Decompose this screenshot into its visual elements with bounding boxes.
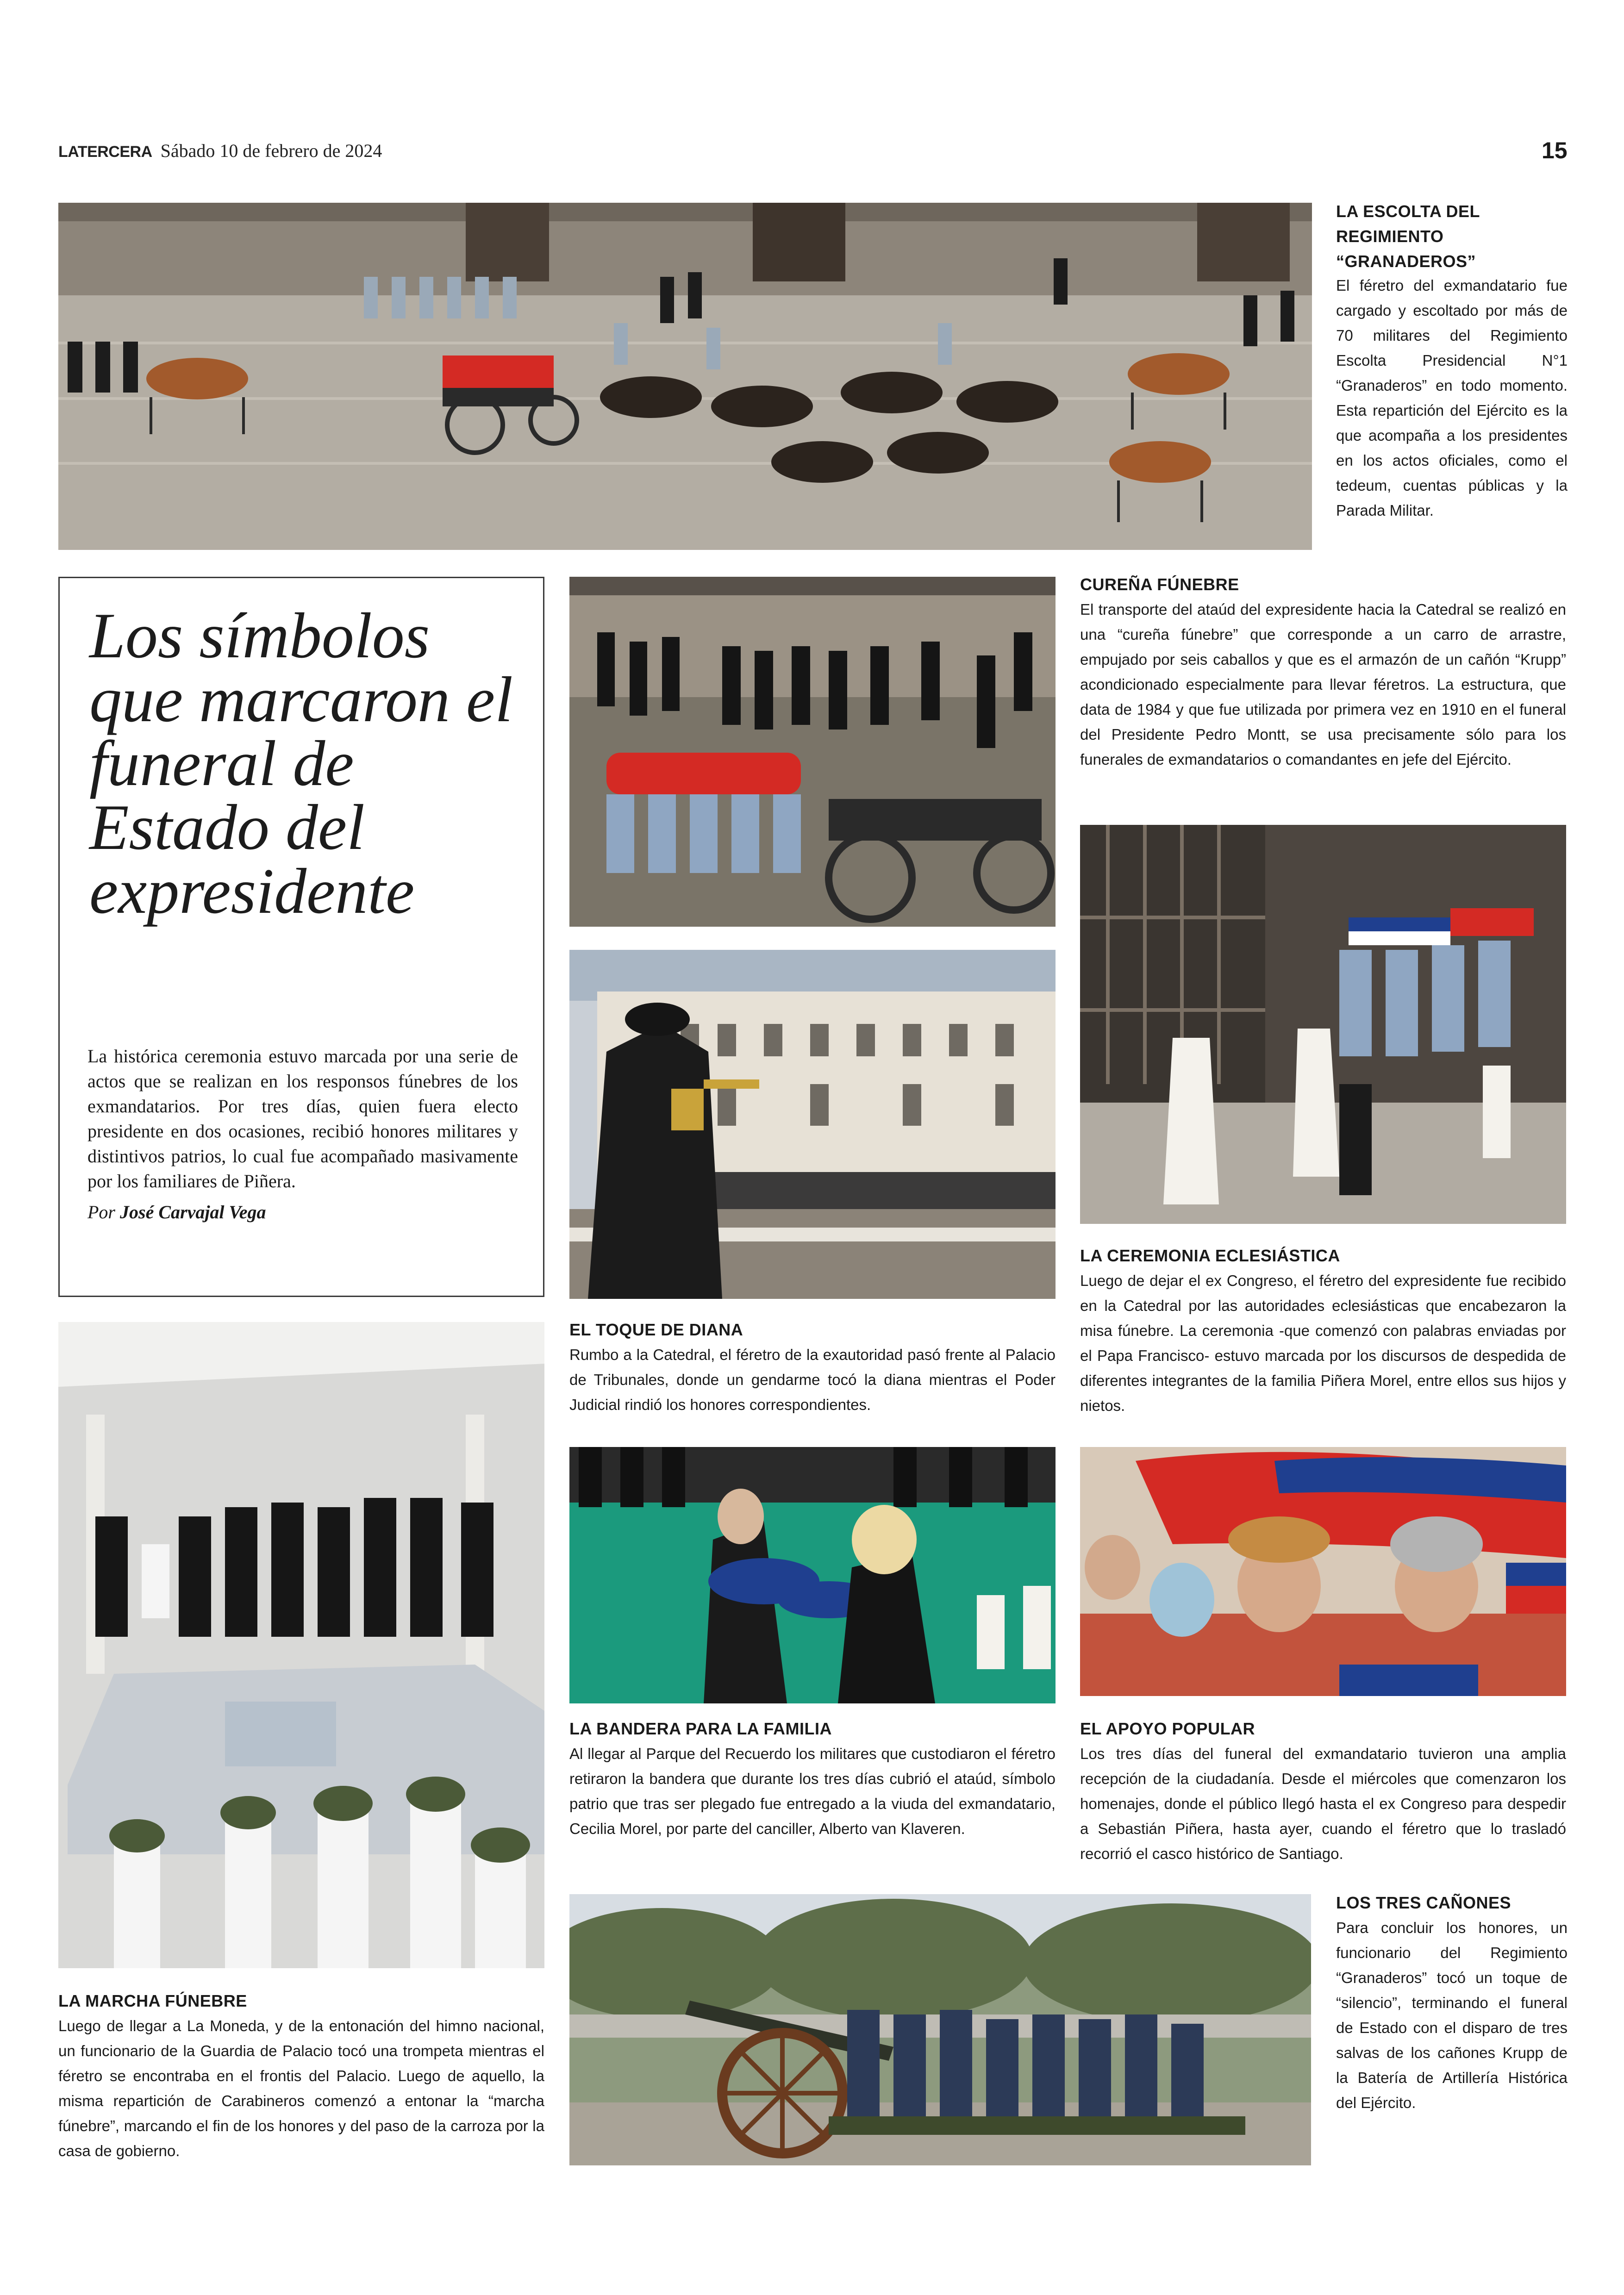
caption-title-curena: CUREÑA FÚNEBRE	[1080, 575, 1239, 594]
caption-body-apoyo: Los tres días del funeral del exmandatario tuvieron una amplia recepción de la ciudadanía. Desde el miércoles que comenzaron los homenajes, donde el público llegó hasta el ex Congreso para despedir a Sebastián Piñera, hasta ayer, cuando el féretro que lo trasladó recorrió el casco histórico de Santiago.	[1080, 1745, 1566, 1862]
page-number: 15	[1542, 137, 1568, 163]
caption-title-canones: LOS TRES CAÑONES	[1336, 1893, 1512, 1912]
caption-title-apoyo: EL APOYO POPULAR	[1080, 1719, 1255, 1738]
photo-cathedral-ceremony	[1080, 825, 1566, 1224]
photo-flag-handover	[569, 1447, 1056, 1703]
feature-byline	[87, 1201, 266, 1223]
photo-coffin-carried	[569, 577, 1056, 927]
photo-bugler-tribunales	[569, 950, 1056, 1299]
masthead	[58, 140, 382, 162]
caption-title-ceremonia: LA CEREMONIA ECLESIÁSTICA	[1080, 1246, 1340, 1265]
caption-body-diana: Rumbo a la Catedral, el féretro de la exautoridad pasó frente al Palacio de Tribunales, donde un gendarme tocó la diana mientras el Poder Judicial rindió los honores correspondientes.	[569, 1346, 1056, 1413]
caption-title-diana: EL TOQUE DE DIANA	[569, 1320, 743, 1339]
caption-body-bandera: Al llegar al Parque del Recuerdo los militares que custodiaron el féretro retiraron la bandera que durante los tres días cubrió el ataúd, símbolo patrio que tras ser plegado fue entregado a la viuda del exmandatario, Cecilia Morel, por parte del canciller, Alberto van Klaveren.	[569, 1745, 1056, 1837]
photo-granaderos-procession	[58, 203, 1312, 550]
photo-three-cannons	[569, 1894, 1311, 2165]
byline-prefix: Por	[87, 1202, 115, 1222]
feature-box	[58, 577, 544, 1297]
issue-date: Sábado 10 de febrero de 2024	[160, 140, 382, 161]
photo-marcha-funebre	[58, 1322, 544, 1968]
caption-title-bandera: LA BANDERA PARA LA FAMILIA	[569, 1719, 832, 1738]
caption-body-escolta: El féretro del exmandatario fue cargado y escoltado por más de 70 militares del Regimiento Escolta Presidencial N°1 “Granaderos” en todo momento. Esta repartición del Ejército es la que acompaña a los presidentes en los actos oficiales, como el tedeum, cuentas públicas y la Parada Militar.	[1336, 277, 1568, 519]
caption-body-marcha: Luego de llegar a La Moneda, y de la entonación del himno nacional, un funcionario de la Guardia de Palacio tocó una trompeta mientras el féretro se encontraba en el frontis del Palacio. Luego de aquello, la misma repartición de Carabineros comenzó a entonar la “marcha fúnebre”, marcando el fin de los honores y del paso de la carroza por la casa de gobierno.	[58, 2017, 544, 2159]
caption-title-escolta: LA ESCOLTA DEL REGIMIENTO “GRANADEROS”	[1336, 202, 1480, 271]
caption-title-marcha: LA MARCHA FÚNEBRE	[58, 1991, 247, 2010]
byline-author: José Carvajal Vega	[120, 1202, 266, 1222]
feature-lead: La histórica ceremonia estuvo marcada por una serie de actos que se realizan en los responsos fúnebres de los exmandatarios. Por tres días, quien fuera electo presidente en dos ocasiones, recibió honores militares y distintivos patrios, lo cual fue acompañado masivamente por los familiares de Piñera.	[87, 1046, 518, 1191]
caption-body-ceremonia: Luego de dejar el ex Congreso, el féretro del expresidente fue recibido en la Catedral por las autoridades eclesiásticas que encabezaron la misa fúnebre. La ceremonia -que comenzó con palabras enviadas por el Papa Francisco- estuvo marcada por los discursos de despedida de diferentes integrantes de la familia Piñera Morel, entre ellos sus hijos y nietos.	[1080, 1272, 1566, 1414]
photo-popular-support	[1080, 1447, 1566, 1696]
feature-headline: Los símbolos que marcaron el funeral de Estado del expresidente	[89, 600, 513, 927]
caption-body-curena: El transporte del ataúd del expresidente hacia la Catedral se realizó en una “cureña fúnebre” que corresponde a un carro de arrastre, empujado por seis caballos y que es el armazón de un cañón “Krupp” acondicionado especialmente para llevar féretros. La estructura, que data de 1984 y que fue utilizada por primera vez en 1910 en el funeral del Presidente Pedro Montt, se usa precisamente sólo para los funerales de exmandatarios o comandantes en jefe del Ejército.	[1080, 601, 1566, 768]
caption-body-canones: Para concluir los honores, un funcionario del Regimiento “Granaderos” tocó un toque de “silencio”, terminando el funeral de Estado con el disparo de tres salvas de los cañones Krupp de la Batería de Artillería Histórica del Ejército.	[1336, 1919, 1568, 2111]
newspaper-brand: LATERCERA	[58, 143, 152, 161]
